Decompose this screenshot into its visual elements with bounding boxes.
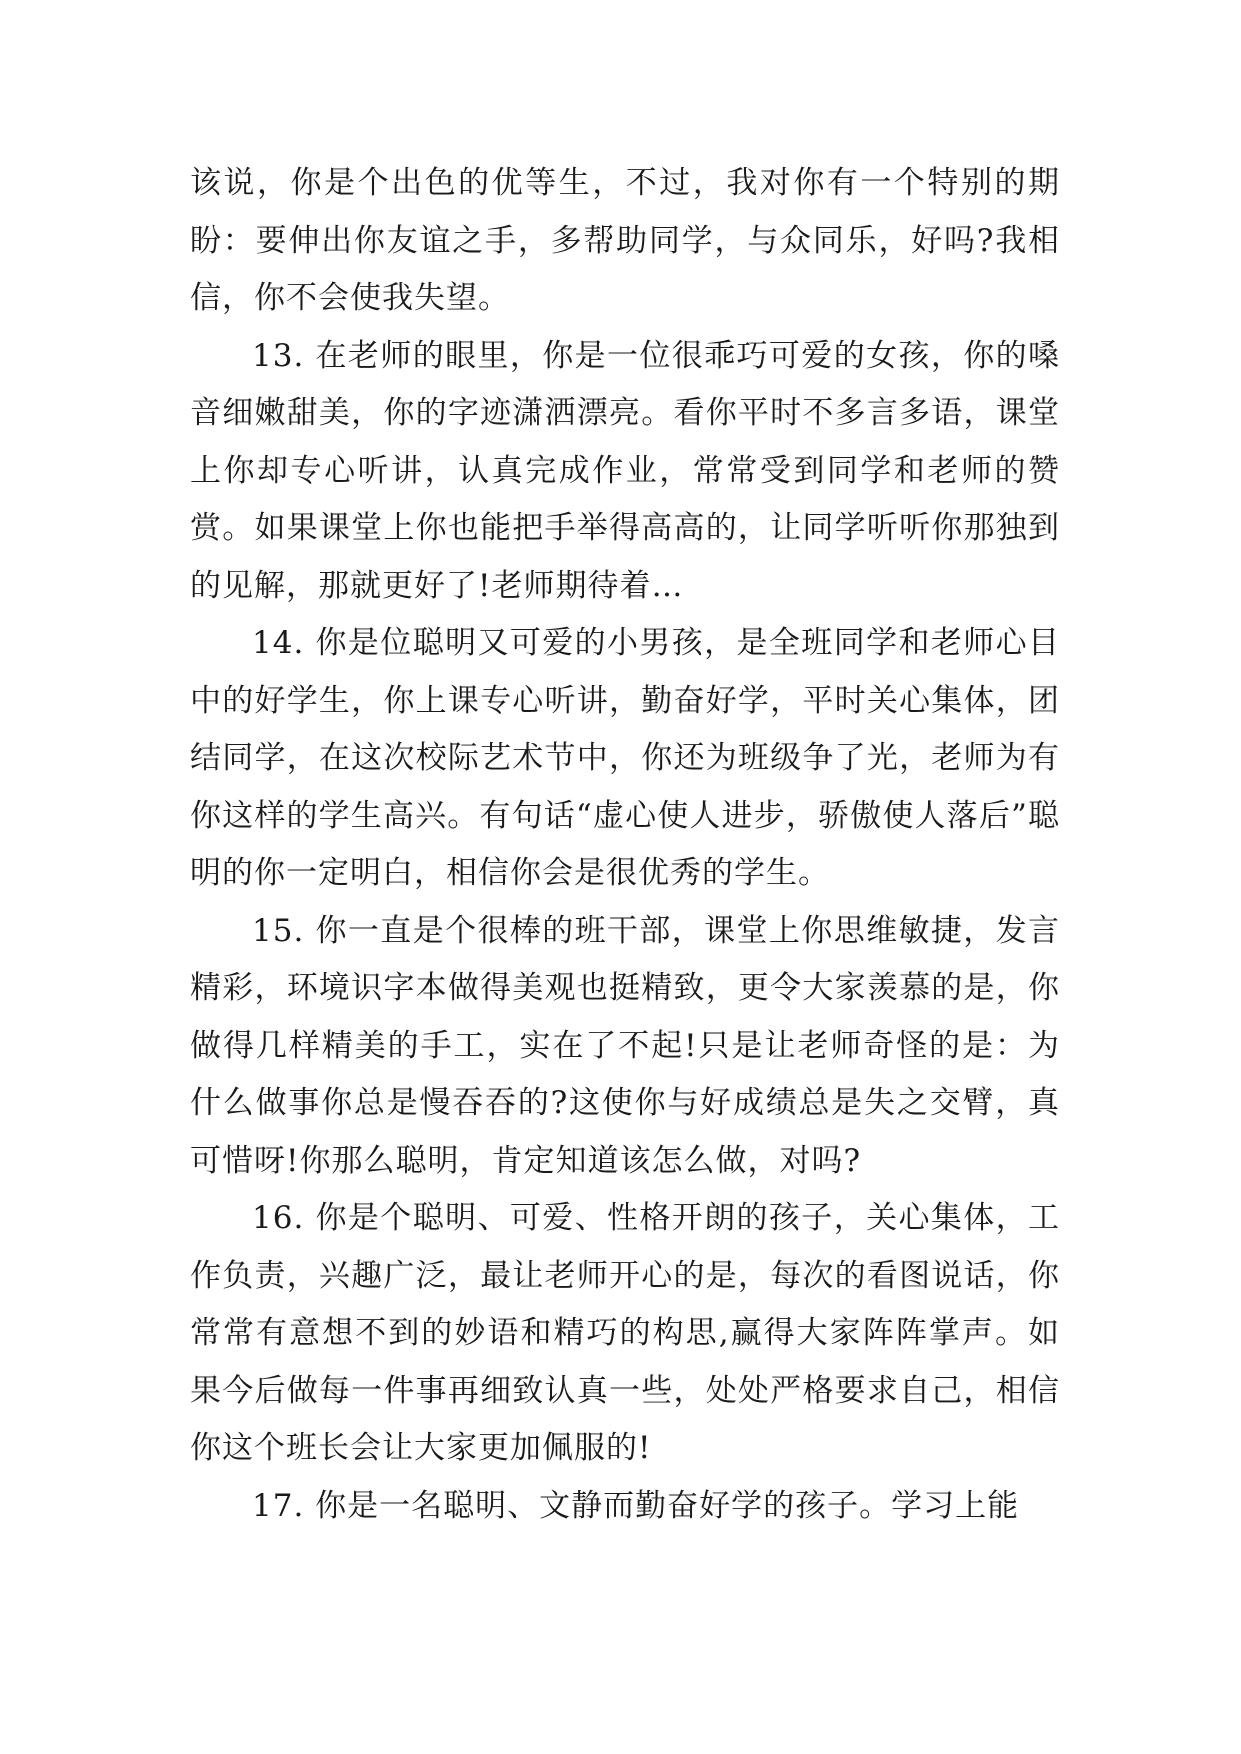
paragraph-item-17: 17. 你是一名聪明、文静而勤奋好学的孩子。学习上能 [252, 1487, 1020, 1524]
paragraph-continuation: 该说，你是个出色的优等生，不过，我对你有一个特别的期盼：要伸出你友谊之手，多帮助同学，与众同乐，好吗?我相信，你不会使我失望。 [190, 165, 1060, 316]
paragraph-item-14: 14. 你是位聪明又可爱的小男孩，是全班同学和老师心目中的好学生，你上课专心听讲，勤奋好学，平时关心集体，团结同学，在这次校际艺术节中，你还为班级争了光，老师为有你这样的学生高兴。有句话“虚心使人进步，骄傲使人落后”聪明的你一定明白，相信你会是很优秀的学生。 [190, 625, 1060, 891]
document-body [190, 155, 1060, 1535]
paragraph-item-13: 13. 在老师的眼里，你是一位很乖巧可爱的女孩，你的嗓音细嫩甜美，你的字迹潇洒漂亮。看你平时不多言多语，课堂上你却专心听讲，认真完成作业，常常受到同学和老师的赞赏。如果课堂上你也能把手举得高高的，让同学听听你那独到的见解，那就更好了!老师期待着… [190, 337, 1060, 604]
paragraph-item-16: 16. 你是个聪明、可爱、性格开朗的孩子，关心集体，工作负责，兴趣广泛，最让老师开心的是，每次的看图说话，你常常有意想不到的妙语和精巧的构思,赢得大家阵阵掌声。如果今后做每一件事再细致认真一些，处处严格要求自己，相信你这个班长会让大家更加佩服的! [190, 1200, 1060, 1466]
paragraph-item-15: 15. 你一直是个很棒的班干部，课堂上你思维敏捷，发言精彩，环境识字本做得美观也挺精致，更令大家羡慕的是，你做得几样精美的手工，实在了不起!只是让老师奇怪的是：为什么做事你总是慢吞吞的?这使你与好成绩总是失之交臂，真可惜呀!你那么聪明，肯定知道该怎么做，对吗? [190, 912, 1060, 1179]
